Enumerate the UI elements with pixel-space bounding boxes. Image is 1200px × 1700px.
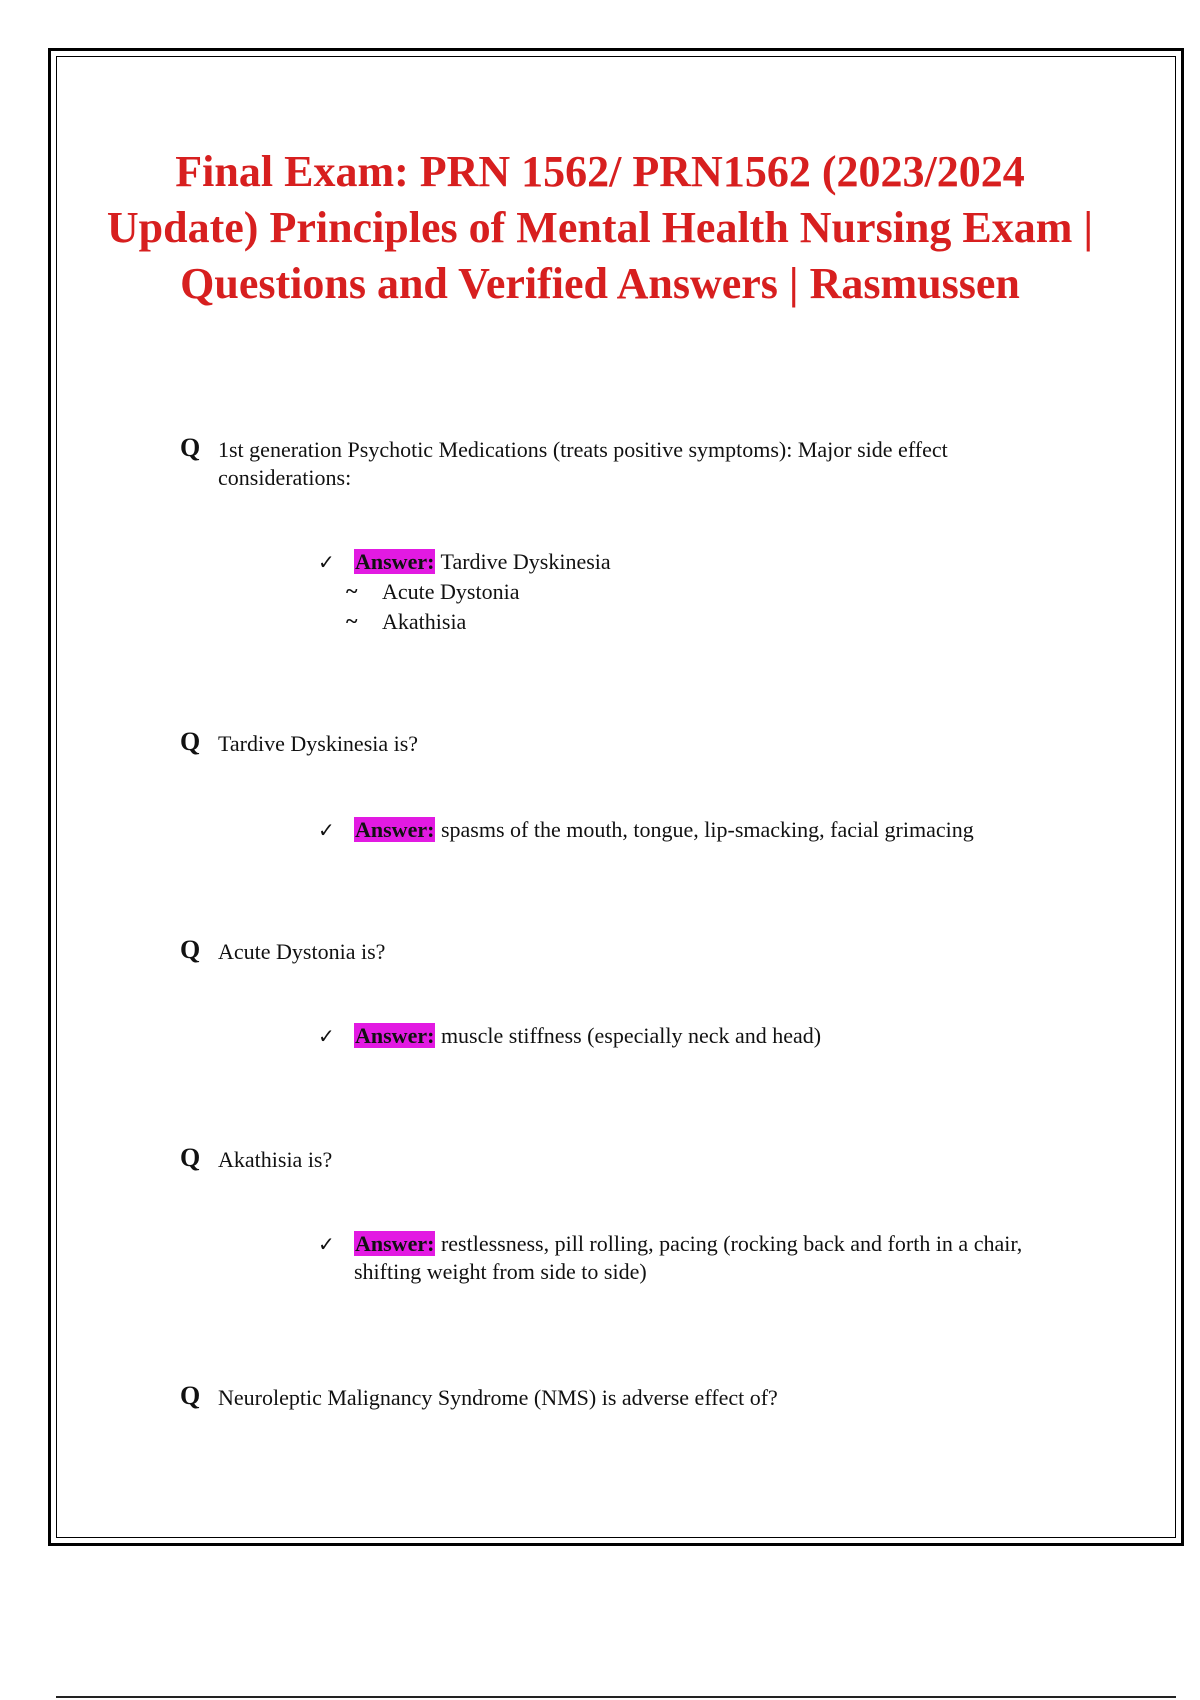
checkmark-icon: ✓: [318, 550, 335, 574]
question-text: Acute Dystonia is?: [218, 939, 386, 964]
question-marker: Q: [180, 1381, 201, 1410]
sub-item-text: Acute Dystonia: [382, 579, 520, 604]
document-title: Final Exam: PRN 1562/ PRN1562 (2023/2024 Update) Principles of Mental Health Nursing Exam | Questions and Verified Answers | Rasmussen: [106, 147, 1094, 308]
question-marker: Q: [180, 935, 201, 964]
answer-text: [354, 816, 1094, 844]
answer-value: spasms of the mouth, tongue, lip-smacking, facial grimacing: [440, 817, 974, 842]
footer-divider: [56, 1696, 1176, 1698]
question-text: Tardive Dyskinesia is?: [218, 731, 419, 756]
question-text: 1st generation Psychotic Medications (treats positive symptoms): Major side effect considerations:: [218, 437, 948, 490]
checkmark-icon: ✓: [318, 818, 335, 842]
tilde-bullet-icon: ~: [346, 608, 358, 633]
question-text: Akathisia is?: [218, 1147, 333, 1172]
answer-label: Answer:: [355, 1231, 435, 1256]
question-text: Neuroleptic Malignancy Syndrome (NMS) is adverse effect of?: [218, 1385, 778, 1410]
answer-text: [354, 1022, 1094, 1050]
tilde-bullet-icon: ~: [346, 578, 358, 603]
checkmark-icon: ✓: [318, 1232, 335, 1256]
checkmark-icon: ✓: [318, 1024, 335, 1048]
answer-label: Answer:: [355, 1023, 435, 1048]
answer-value: Tardive Dyskinesia: [440, 549, 611, 574]
sub-item-text: Akathisia: [382, 609, 467, 634]
question-marker: Q: [180, 433, 201, 462]
answer-text: [354, 1230, 1094, 1286]
answer-value: muscle stiffness (especially neck and head): [440, 1023, 822, 1048]
question-marker: Q: [180, 1143, 201, 1172]
answer-label: Answer:: [355, 549, 435, 574]
answer-label: Answer:: [355, 817, 435, 842]
answer-text: [354, 548, 1094, 576]
question-marker: Q: [180, 727, 201, 756]
answer-value: restlessness, pill rolling, pacing (rocking back and forth in a chair, shifting weight from side to side): [354, 1231, 1023, 1284]
